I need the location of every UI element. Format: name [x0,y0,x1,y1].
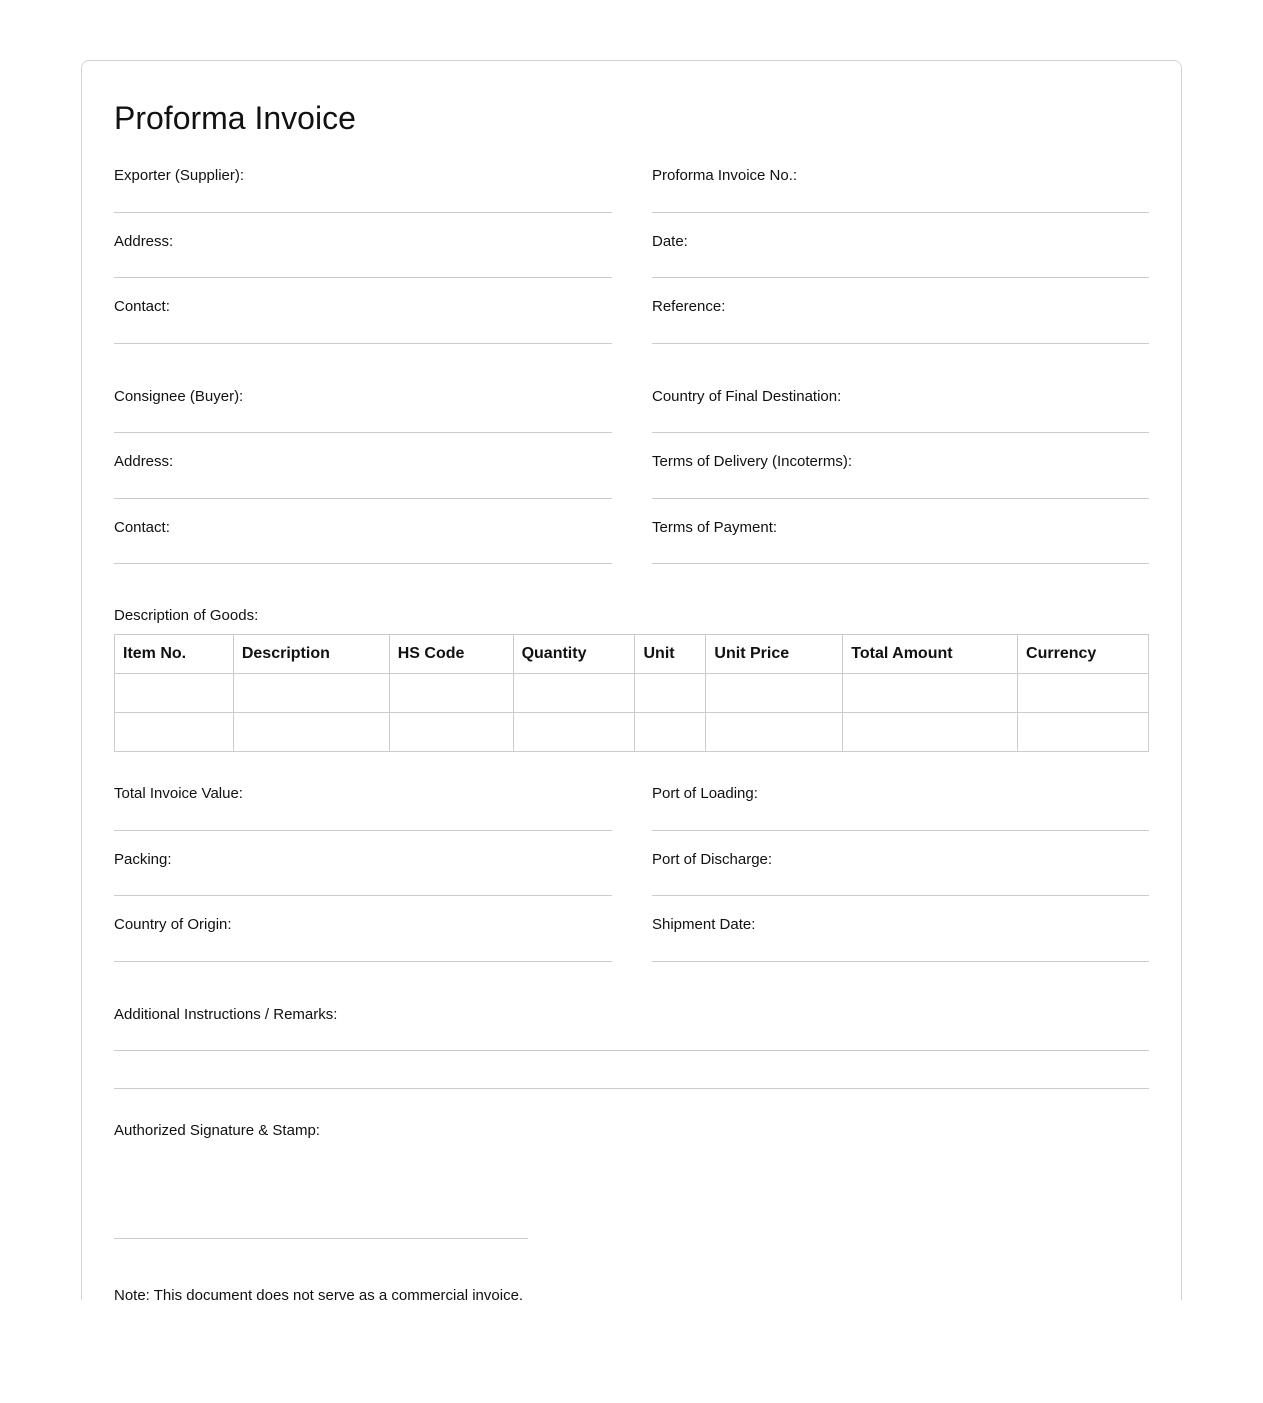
table-cell[interactable] [635,674,706,713]
shipment-date-field[interactable]: Shipment Date: [652,896,1149,962]
table-header-row [115,635,1149,674]
table-cell[interactable] [635,713,706,752]
exporter-field[interactable]: Exporter (Supplier): [114,147,612,213]
port-of-discharge-field[interactable]: Port of Discharge: [652,831,1149,897]
remarks-line-2[interactable] [114,1051,1149,1089]
consignee-field[interactable]: Consignee (Buyer): [114,368,612,434]
payment-terms-field[interactable]: Terms of Payment: [652,499,1149,565]
col-description: Description [233,635,389,674]
consignee-section [114,368,1149,565]
consignee-contact-field[interactable]: Contact: [114,499,612,565]
table-cell[interactable] [843,713,1018,752]
reference-field[interactable]: Reference: [652,278,1149,344]
page-title: Proforma Invoice [114,100,356,136]
exporter-address-field[interactable]: Address: [114,213,612,279]
col-hs-code: HS Code [389,635,513,674]
goods-table [114,634,1149,752]
table-cell[interactable] [1018,674,1149,713]
col-unit: Unit [635,635,706,674]
table-cell[interactable] [389,713,513,752]
goods-label: Description of Goods: [114,607,259,624]
col-unit-price: Unit Price [706,635,843,674]
table-cell[interactable] [513,713,635,752]
invoice-form [81,60,1182,1300]
packing-field[interactable]: Packing: [114,831,612,897]
exporter-contact-field[interactable]: Contact: [114,278,612,344]
date-field[interactable]: Date: [652,213,1149,279]
table-cell[interactable] [706,674,843,713]
col-total-amount: Total Amount [843,635,1018,674]
signature-field[interactable]: Authorized Signature & Stamp: [114,1113,528,1239]
exporter-section [114,147,1149,344]
table-cell[interactable] [1018,713,1149,752]
table-cell[interactable] [843,674,1018,713]
country-of-origin-field[interactable]: Country of Origin: [114,896,612,962]
table-cell[interactable] [389,674,513,713]
table-row [115,713,1149,752]
shipping-section [114,765,1149,962]
destination-country-field[interactable]: Country of Final Destination: [652,368,1149,434]
col-currency: Currency [1018,635,1149,674]
table-row [115,674,1149,713]
col-quantity: Quantity [513,635,635,674]
col-item-no: Item No. [115,635,234,674]
table-cell[interactable] [115,674,234,713]
remarks-field[interactable]: Additional Instructions / Remarks: [114,986,1149,1051]
table-cell[interactable] [233,674,389,713]
disclaimer-note: Note: This document does not serve as a commercial invoice. [114,1286,524,1300]
total-value-field[interactable]: Total Invoice Value: [114,765,612,831]
table-cell[interactable] [513,674,635,713]
table-cell[interactable] [706,713,843,752]
consignee-address-field[interactable]: Address: [114,433,612,499]
port-of-loading-field[interactable]: Port of Loading: [652,765,1149,831]
table-cell[interactable] [233,713,389,752]
table-cell[interactable] [115,713,234,752]
incoterms-field[interactable]: Terms of Delivery (Incoterms): [652,433,1149,499]
invoice-no-field[interactable]: Proforma Invoice No.: [652,147,1149,213]
